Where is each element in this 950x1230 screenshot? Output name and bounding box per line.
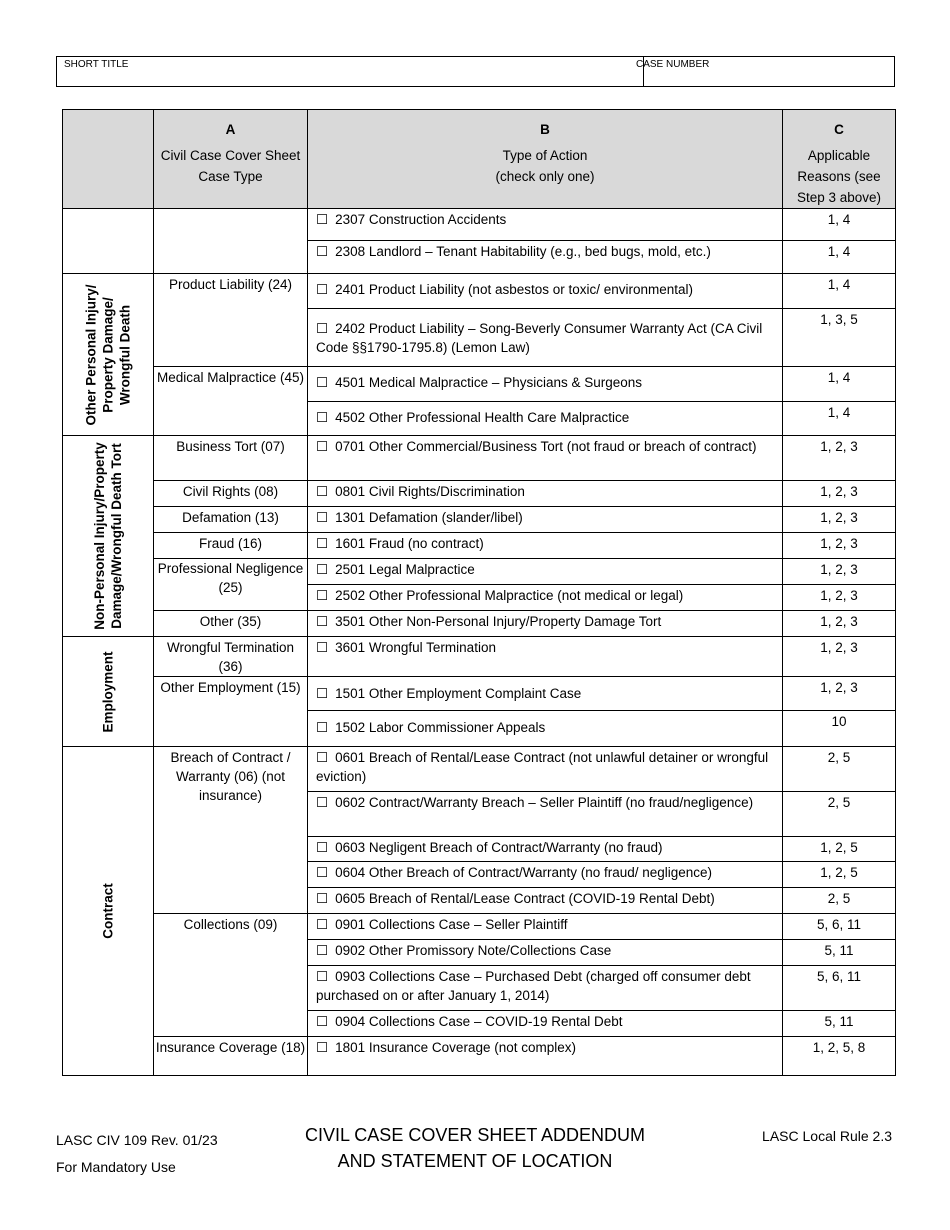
checkbox-icon[interactable]: ☐: [316, 588, 329, 603]
table-row: [63, 436, 896, 481]
reasons-cell: 1, 4: [783, 367, 896, 402]
footer-form-info: [56, 1127, 218, 1181]
checkbox-icon[interactable]: ☐: [316, 865, 329, 880]
reasons-cell: 1, 4: [783, 274, 896, 309]
reasons-cell: 10: [783, 711, 896, 747]
case-type-fraud: Fraud (16): [154, 533, 308, 559]
column-b-header: B Type of Action (check only one): [308, 110, 783, 209]
checkbox-icon[interactable]: ☐: [316, 439, 329, 454]
form-id: LASC CIV 109 Rev. 01/23: [56, 1132, 218, 1148]
category-contract: Contract: [63, 747, 154, 1076]
action-label: 2402 Product Liability – Song-Beverly Consumer Warranty Act (CA Civil Code §§1790-1795.8) (Lemon Law): [316, 321, 763, 355]
reasons-cell: 5, 6, 11: [783, 914, 896, 940]
reasons-cell: 1, 2, 3: [783, 611, 896, 637]
checkbox-icon[interactable]: ☐: [316, 720, 329, 735]
action-cell[interactable]: [308, 274, 783, 309]
action-cell[interactable]: [308, 914, 783, 940]
reasons-cell: 1, 2, 3: [783, 507, 896, 533]
table-row: [63, 611, 896, 637]
action-label: 1601 Fraud (no contract): [335, 536, 484, 551]
reasons-cell: 1, 2, 3: [783, 436, 896, 481]
checkbox-icon[interactable]: ☐: [316, 891, 329, 906]
checkbox-icon[interactable]: ☐: [316, 614, 329, 629]
reasons-cell: 1, 2, 5: [783, 862, 896, 888]
action-cell[interactable]: [308, 1037, 783, 1076]
table-row: [63, 507, 896, 533]
footer-rule: LASC Local Rule 2.3: [762, 1128, 892, 1144]
action-label: 1502 Labor Commissioner Appeals: [335, 720, 546, 735]
action-label: 4502 Other Professional Health Care Malpractice: [335, 410, 630, 425]
reasons-cell: 1, 2, 3: [783, 533, 896, 559]
checkbox-icon[interactable]: ☐: [316, 244, 329, 259]
footer-title-line2: AND STATEMENT OF LOCATION: [337, 1151, 613, 1171]
reasons-cell: 1, 2, 3: [783, 481, 896, 507]
action-cell[interactable]: [308, 837, 783, 862]
reasons-cell: 5, 11: [783, 1011, 896, 1037]
case-type-professional-negligence: Professional Negligence (25): [154, 559, 308, 611]
action-label: 1501 Other Employment Complaint Case: [335, 686, 582, 701]
case-type-civil-rights: Civil Rights (08): [154, 481, 308, 507]
action-label: 3601 Wrongful Termination: [335, 640, 496, 655]
checkbox-icon[interactable]: ☐: [316, 969, 329, 984]
table-row: [63, 914, 896, 940]
action-label: 2308 Landlord – Tenant Habitability (e.g., bed bugs, mold, etc.): [335, 244, 711, 259]
action-label: 0904 Collections Case – COVID-19 Rental Debt: [335, 1014, 623, 1029]
reasons-cell: 2, 5: [783, 747, 896, 792]
action-cell[interactable]: [308, 940, 783, 966]
column-c-header: C Applicable Reasons (see Step 3 above): [783, 110, 896, 209]
action-cell[interactable]: [308, 209, 783, 241]
checkbox-icon[interactable]: ☐: [316, 410, 329, 425]
action-label: 1801 Insurance Coverage (not complex): [335, 1040, 576, 1055]
checkbox-icon[interactable]: ☐: [316, 536, 329, 551]
mandatory-use: For Mandatory Use: [56, 1159, 176, 1175]
case-type-other-employment: Other Employment (15): [154, 677, 308, 747]
table-row: [63, 209, 896, 241]
action-cell[interactable]: [308, 436, 783, 481]
checkbox-icon[interactable]: ☐: [316, 1040, 329, 1055]
case-type-insurance-coverage: Insurance Coverage (18): [154, 1037, 308, 1076]
case-type-medical-malpractice: Medical Malpractice (45): [154, 367, 308, 436]
reasons-cell: 1, 4: [783, 402, 896, 436]
case-type-breach-of-contract: Breach of Contract / Warranty (06) (not insurance): [154, 747, 308, 914]
table-row: [63, 559, 896, 585]
action-label: 0603 Negligent Breach of Contract/Warranty (no fraud): [335, 840, 663, 855]
reasons-cell: 1, 2, 5, 8: [783, 1037, 896, 1076]
table-row: [63, 481, 896, 507]
action-label: 0602 Contract/Warranty Breach – Seller Plaintiff (no fraud/negligence): [335, 795, 754, 810]
reasons-cell: 1, 2, 3: [783, 637, 896, 677]
checkbox-icon[interactable]: ☐: [316, 562, 329, 577]
reasons-cell: 1, 3, 5: [783, 309, 896, 367]
checkbox-icon[interactable]: ☐: [316, 750, 329, 765]
category-cell-empty: [63, 209, 154, 274]
action-cell[interactable]: [308, 367, 783, 402]
reasons-cell: 1, 2, 3: [783, 585, 896, 611]
action-label: 0701 Other Commercial/Business Tort (not fraud or breach of contract): [335, 439, 757, 454]
action-cell[interactable]: [308, 585, 783, 611]
case-type-collections: Collections (09): [154, 914, 308, 1037]
action-cell[interactable]: [308, 711, 783, 747]
reasons-cell: 1, 2, 3: [783, 559, 896, 585]
case-type-other-35: Other (35): [154, 611, 308, 637]
checkbox-icon[interactable]: ☐: [316, 840, 329, 855]
reasons-cell: 2, 5: [783, 792, 896, 837]
action-cell[interactable]: [308, 241, 783, 274]
action-label: 1301 Defamation (slander/libel): [335, 510, 523, 525]
action-label: 4501 Medical Malpractice – Physicians & Surgeons: [335, 375, 643, 390]
category-non-personal-injury: Non-Personal Injury/Property Damage/Wrongful Death Tort: [63, 436, 154, 637]
footer-title: [300, 1122, 650, 1174]
action-label: 3501 Other Non-Personal Injury/Property Damage Tort: [335, 614, 662, 629]
table-row: [63, 274, 896, 309]
table-row: [63, 533, 896, 559]
checkbox-icon[interactable]: ☐: [316, 1014, 329, 1029]
action-label: 0902 Other Promissory Note/Collections Case: [335, 943, 612, 958]
table-row: [63, 367, 896, 402]
action-label: 2307 Construction Accidents: [335, 212, 507, 227]
checkbox-icon[interactable]: ☐: [316, 212, 329, 227]
checkbox-icon[interactable]: ☐: [316, 686, 329, 701]
action-cell[interactable]: [308, 309, 783, 367]
category-other-personal-injury: Other Personal Injury/ Property Damage/ Wrongful Death: [63, 274, 154, 436]
action-label: 0604 Other Breach of Contract/Warranty (no fraud/ negligence): [335, 865, 713, 880]
case-type-defamation: Defamation (13): [154, 507, 308, 533]
checkbox-icon[interactable]: ☐: [316, 282, 329, 297]
action-cell[interactable]: [308, 888, 783, 914]
action-label: 0903 Collections Case – Purchased Debt (charged off consumer debt purchased on or after January 1, 2014): [316, 969, 751, 1003]
action-cell[interactable]: [308, 747, 783, 792]
checkbox-icon[interactable]: ☐: [316, 510, 329, 525]
action-label: 0901 Collections Case – Seller Plaintiff: [335, 917, 568, 932]
action-label: 2501 Legal Malpractice: [335, 562, 475, 577]
action-cell[interactable]: [308, 507, 783, 533]
category-employment: Employment: [63, 637, 154, 747]
action-label: 2502 Other Professional Malpractice (not medical or legal): [335, 588, 684, 603]
action-cell[interactable]: [308, 611, 783, 637]
action-cell[interactable]: [308, 402, 783, 436]
reasons-cell: 1, 4: [783, 241, 896, 274]
checkbox-icon[interactable]: ☐: [316, 943, 329, 958]
action-label: 2401 Product Liability (not asbestos or toxic/ environmental): [335, 282, 694, 297]
action-cell[interactable]: [308, 792, 783, 837]
checkbox-icon[interactable]: ☐: [316, 640, 329, 655]
case-type-empty: [154, 209, 308, 274]
table-row: [63, 1037, 896, 1076]
checkbox-icon[interactable]: ☐: [316, 321, 329, 336]
action-cell[interactable]: [308, 559, 783, 585]
table-row: [63, 637, 896, 677]
action-cell[interactable]: [308, 677, 783, 711]
action-cell[interactable]: [308, 862, 783, 888]
case-number-label: CASE NUMBER: [636, 59, 710, 70]
category-header: [63, 110, 154, 209]
action-label: 0605 Breach of Rental/Lease Contract (COVID-19 Rental Debt): [335, 891, 715, 906]
short-title-label: SHORT TITLE: [64, 59, 129, 70]
caption-box: [56, 56, 895, 87]
case-type-business-tort: Business Tort (07): [154, 436, 308, 481]
column-a-header: A Civil Case Cover Sheet Case Type: [154, 110, 308, 209]
reasons-cell: 5, 11: [783, 940, 896, 966]
table-row: [63, 677, 896, 711]
reasons-cell: 1, 4: [783, 209, 896, 241]
case-number-field[interactable]: [629, 57, 894, 86]
checkbox-icon[interactable]: ☐: [316, 375, 329, 390]
checkbox-icon[interactable]: ☐: [316, 484, 329, 499]
action-label: 0801 Civil Rights/Discrimination: [335, 484, 525, 499]
action-cell[interactable]: [308, 637, 783, 677]
checkbox-icon[interactable]: ☐: [316, 917, 329, 932]
reasons-cell: 2, 5: [783, 888, 896, 914]
action-cell[interactable]: [308, 481, 783, 507]
action-cell[interactable]: [308, 1011, 783, 1037]
checkbox-icon[interactable]: ☐: [316, 795, 329, 810]
action-cell[interactable]: [308, 966, 783, 1011]
short-title-field[interactable]: [57, 57, 644, 86]
action-cell[interactable]: [308, 533, 783, 559]
table-row: [63, 747, 896, 792]
case-type-wrongful-termination: Wrongful Termination (36): [154, 637, 308, 677]
reasons-cell: 1, 2, 3: [783, 677, 896, 711]
reasons-cell: 1, 2, 5: [783, 837, 896, 862]
reasons-cell: 5, 6, 11: [783, 966, 896, 1011]
action-label: 0601 Breach of Rental/Lease Contract (not unlawful detainer or wrongful eviction): [316, 750, 769, 784]
case-type-table: [62, 109, 896, 1076]
footer-title-line1: CIVIL CASE COVER SHEET ADDENDUM: [304, 1125, 646, 1145]
case-type-product-liability: Product Liability (24): [154, 274, 308, 367]
